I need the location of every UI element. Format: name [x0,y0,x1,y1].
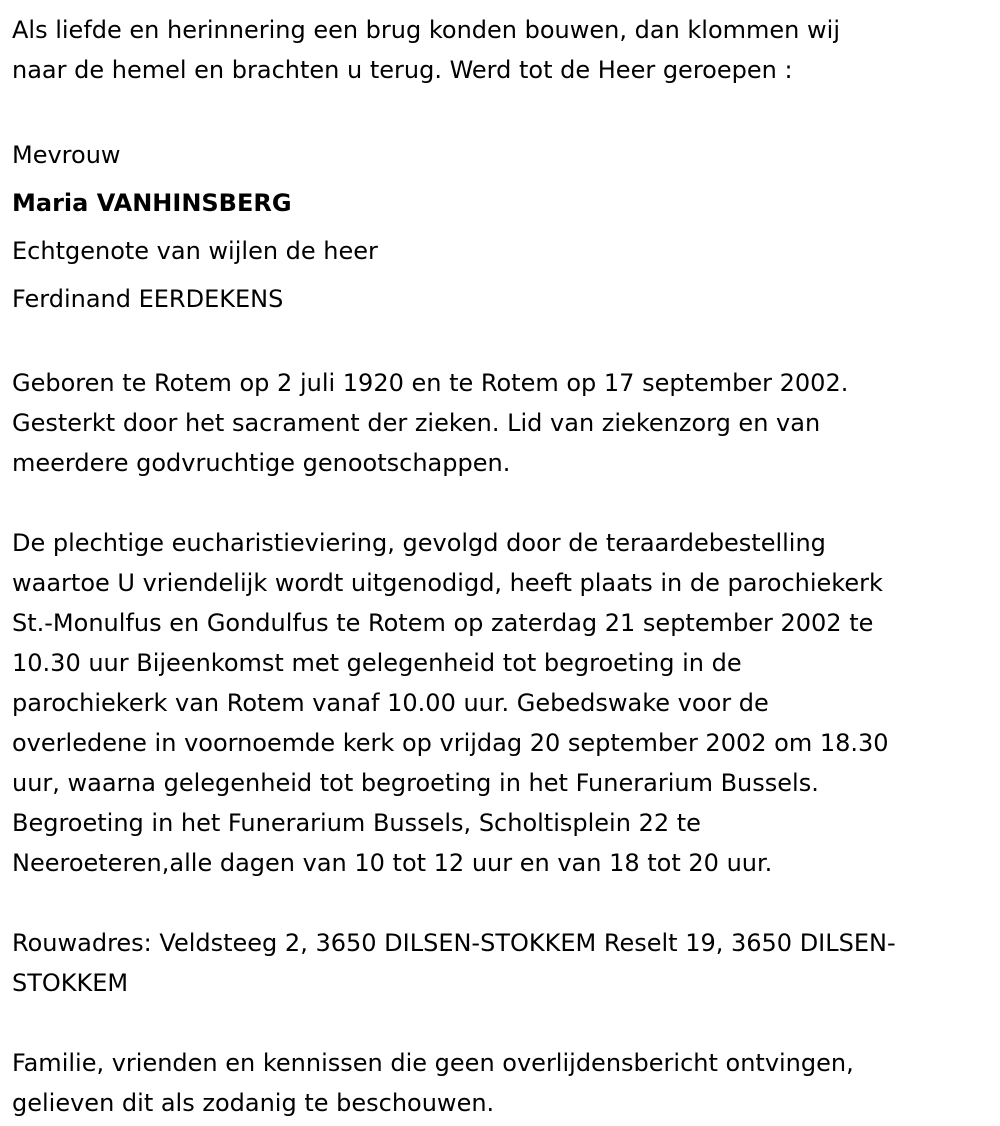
deceased-name: Maria VANHINSBERG [12,189,292,217]
spacer [12,1003,988,1043]
deceased-block [12,131,988,323]
honorific: Mevrouw [12,141,121,169]
spacer [12,323,988,363]
birth-death-paragraph: Geboren te Rotem op 2 juli 1920 en te Rotem op 17 september 2002. Gesterkt door het sacrament der zieken. Lid van ziekenzorg en van meerdere godvruchtige genootschappen. [12,369,849,477]
spacer [12,90,988,130]
closing-paragraph: Familie, vrienden en kennissen die geen overlijdensbericht ontvingen, gelieven dit als zodanig te beschouwen. [12,1049,854,1117]
ceremony-paragraph: De plechtige eucharistieviering, gevolgd door de teraardebestelling waartoe U vriendelijk wordt uitgenodigd, heeft plaats in de parochiekerk St.-Monulfus en Gondulfus te Rotem op zaterdag 21 september 2002 te 10.30 uur Bijeenkomst met gelegenheid tot begroeting in de parochiekerk van Rotem vanaf 10.00 uur. Gebedswake voor de overledene in voornoemde kerk op vrijdag 20 september 2002 om 18.30 uur, waarna gelegenheid tot begroeting in het Funerarium Bussels. Begroeting in het Funerarium Bussels, Scholtisplein 22 te Neeroeteren,alle dagen van 10 tot 12 uur en van 18 tot 20 uur. [12,529,889,877]
spacer [12,483,988,523]
spacer [12,883,988,923]
address-paragraph: Rouwadres: Veldsteeg 2, 3650 DILSEN-STOKKEM Reselt 19, 3650 DILSEN- STOKKEM [12,929,896,997]
spouse-name: Ferdinand EERDEKENS [12,285,284,313]
intro-paragraph: Als liefde en herinnering een brug konden bouwen, dan klommen wij naar de hemel en brachten u terug. Werd tot de Heer geroepen : [12,16,840,84]
spouse-label: Echtgenote van wijlen de heer [12,237,378,265]
